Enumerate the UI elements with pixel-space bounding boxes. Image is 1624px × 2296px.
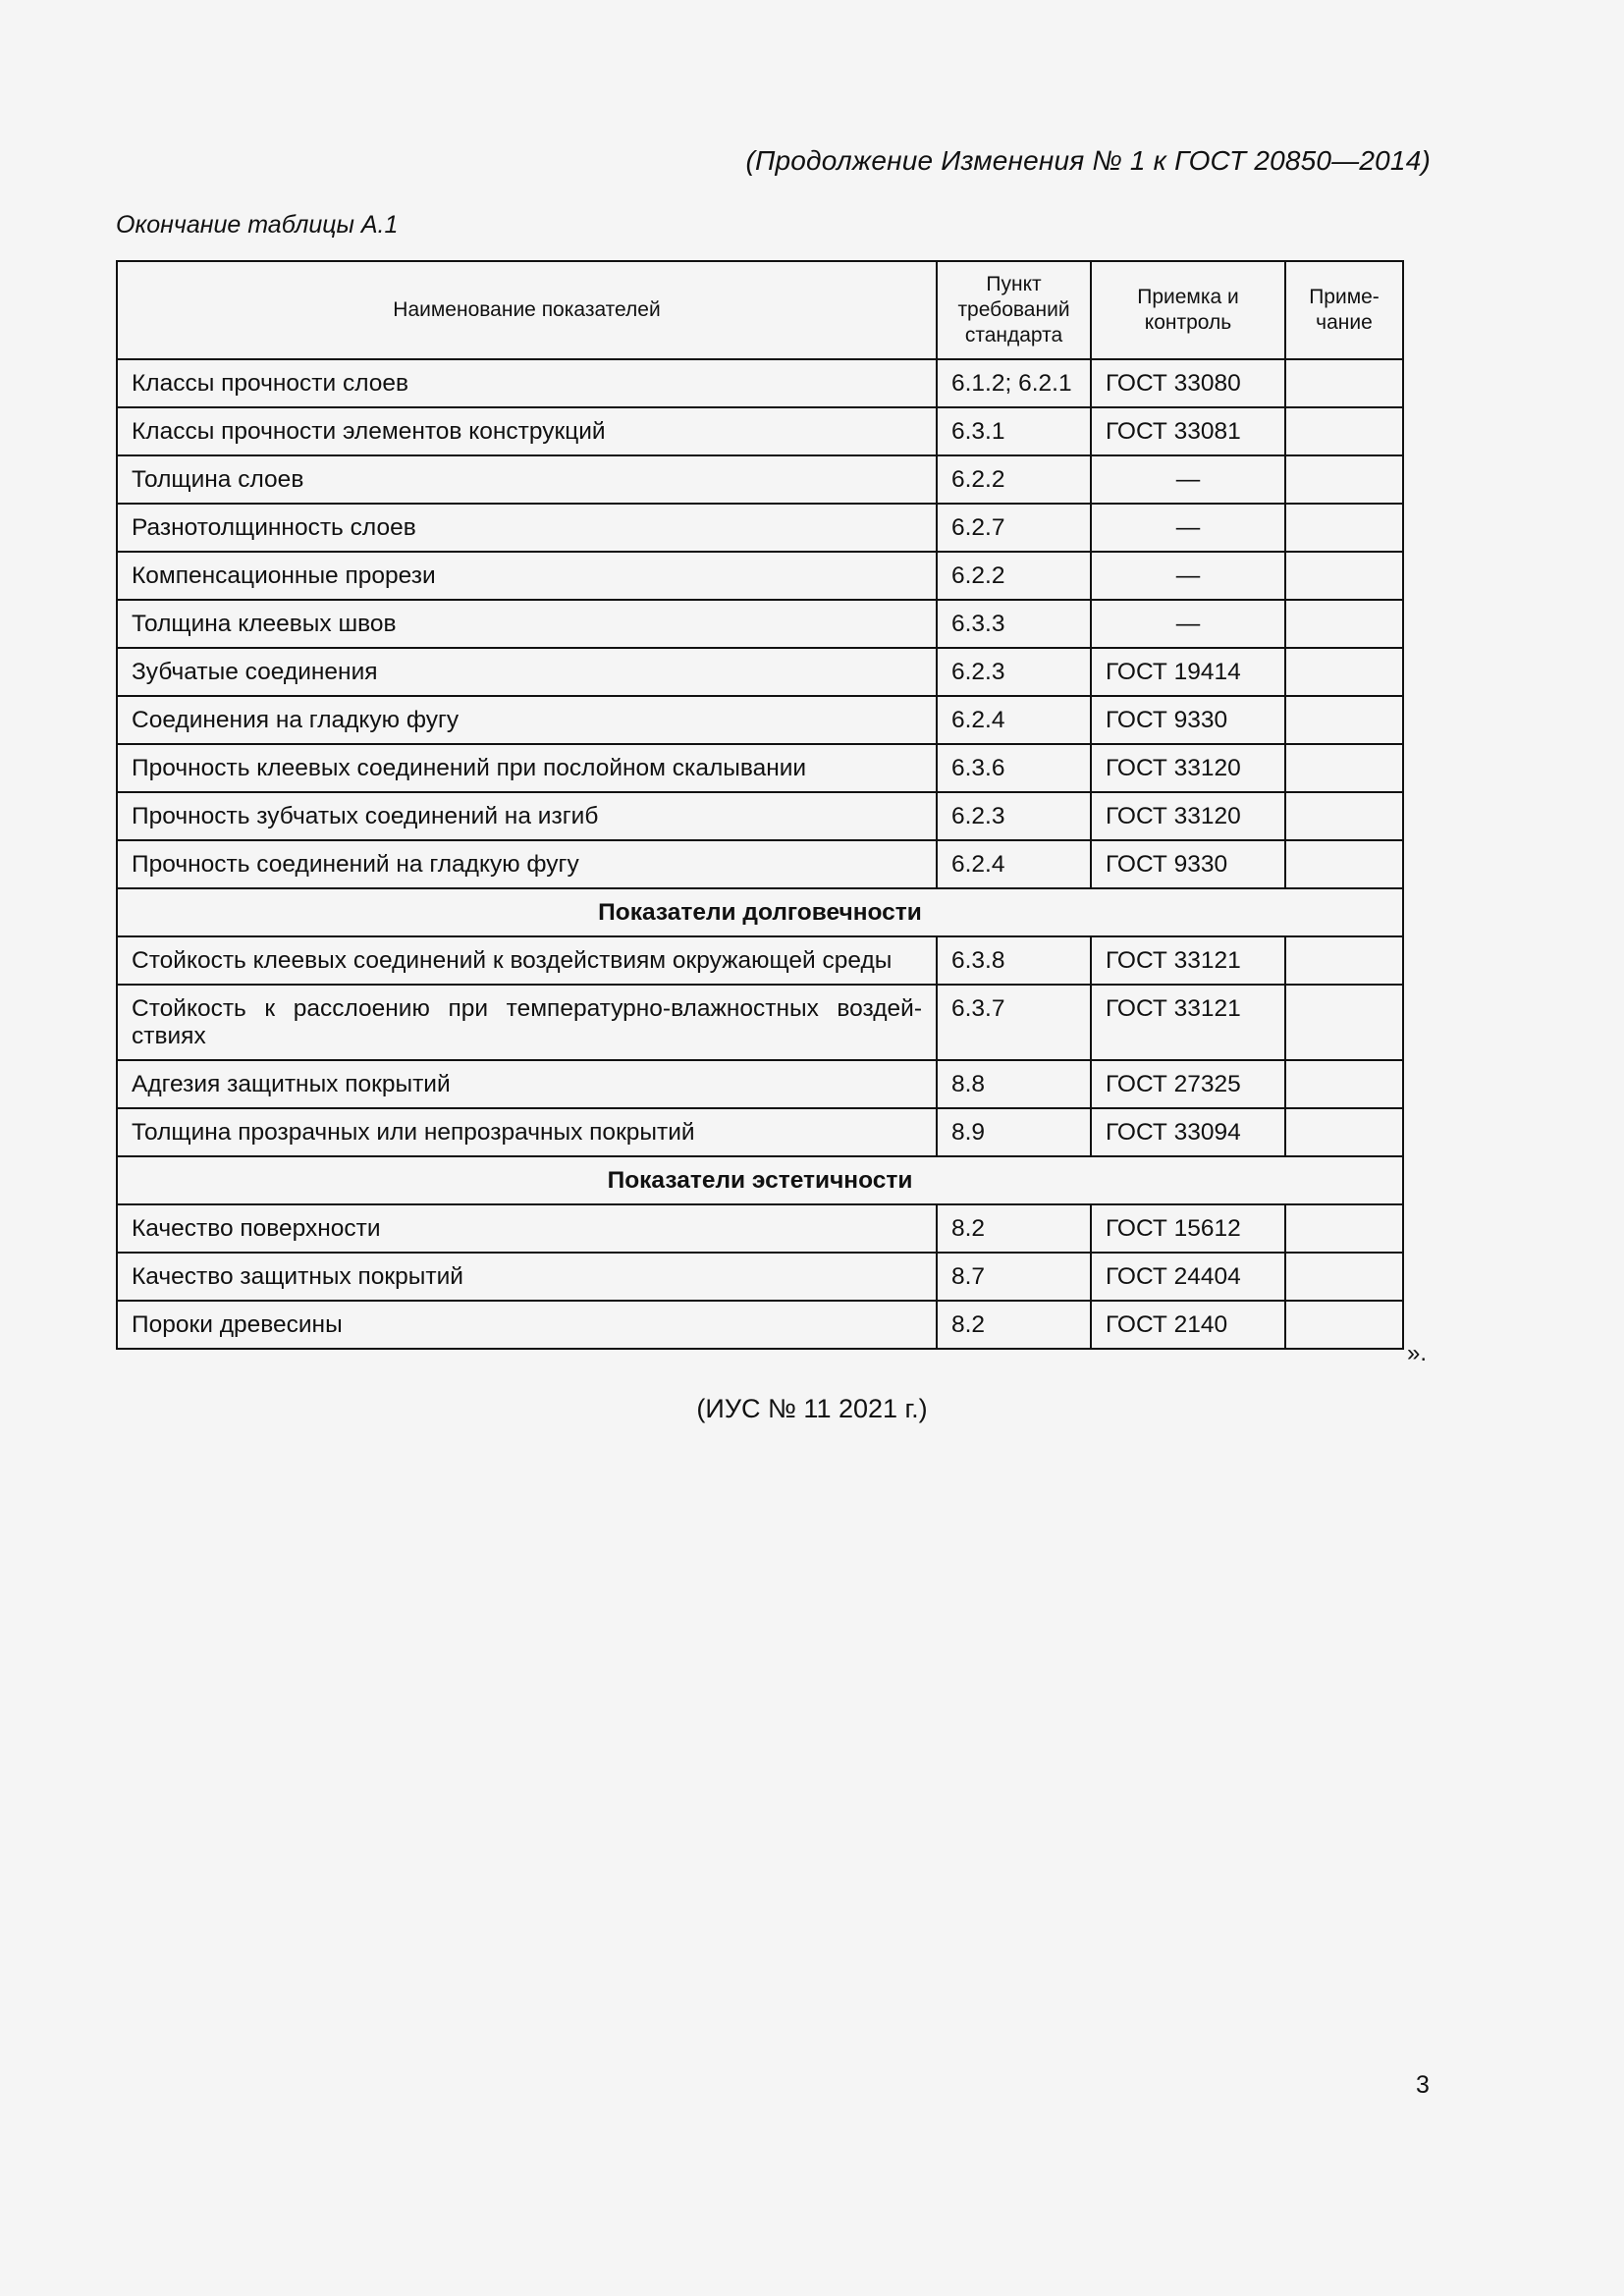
cell-control: ГОСТ 9330 bbox=[1091, 840, 1285, 888]
cell-note bbox=[1285, 936, 1403, 985]
cell-note bbox=[1285, 985, 1403, 1060]
cell-clause: 6.3.8 bbox=[937, 936, 1091, 985]
cell-control: ГОСТ 33120 bbox=[1091, 792, 1285, 840]
cell-control: ГОСТ 33094 bbox=[1091, 1108, 1285, 1156]
cell-name: Классы прочности элементов конструкций bbox=[117, 407, 937, 455]
header-text-line: контроль bbox=[1144, 311, 1232, 334]
cell-note bbox=[1285, 359, 1403, 407]
table-row bbox=[117, 455, 1403, 504]
cell-name: Прочность соединений на гладкую фугу bbox=[117, 840, 937, 888]
cell-note bbox=[1285, 1253, 1403, 1301]
table-row bbox=[117, 600, 1403, 648]
cell-name: Классы прочности слоев bbox=[117, 359, 937, 407]
table-row bbox=[117, 1060, 1403, 1108]
cell-note bbox=[1285, 552, 1403, 600]
table-body bbox=[117, 359, 1403, 1349]
cell-clause: 6.3.1 bbox=[937, 407, 1091, 455]
header-text-line: стандарта bbox=[964, 324, 1063, 347]
cell-name: Адгезия защитных покрытий bbox=[117, 1060, 937, 1108]
cell-note bbox=[1285, 504, 1403, 552]
header-text-line: чание bbox=[1316, 311, 1373, 334]
table-row bbox=[117, 840, 1403, 888]
table-row bbox=[117, 407, 1403, 455]
cell-clause: 6.3.7 bbox=[937, 985, 1091, 1060]
cell-note bbox=[1285, 696, 1403, 744]
cell-clause: 8.7 bbox=[937, 1253, 1091, 1301]
cell-clause: 6.3.3 bbox=[937, 600, 1091, 648]
cell-clause: 8.8 bbox=[937, 1060, 1091, 1108]
header-control bbox=[1091, 261, 1285, 359]
cell-clause: 6.2.4 bbox=[937, 840, 1091, 888]
cell-name: Толщина слоев bbox=[117, 455, 937, 504]
section-row bbox=[117, 888, 1403, 936]
table-row bbox=[117, 985, 1403, 1060]
cell-clause: 6.3.6 bbox=[937, 744, 1091, 792]
table-row bbox=[117, 696, 1403, 744]
ius-reference: (ИУС № 11 2021 г.) bbox=[696, 1394, 928, 1423]
section-title: Показатели долговечности bbox=[117, 888, 1403, 936]
cell-control: ГОСТ 2140 bbox=[1091, 1301, 1285, 1349]
header-text-line: Пункт bbox=[986, 273, 1042, 295]
cell-control: ГОСТ 33120 bbox=[1091, 744, 1285, 792]
continuation-note: (Продолжение Изменения № 1 к ГОСТ 20850—2014) bbox=[745, 145, 1431, 176]
cell-control: ГОСТ 33121 bbox=[1091, 936, 1285, 985]
cell-clause: 8.2 bbox=[937, 1204, 1091, 1253]
table-row bbox=[117, 552, 1403, 600]
cell-note bbox=[1285, 744, 1403, 792]
cell-name: Качество защитных покрытий bbox=[117, 1253, 937, 1301]
cell-name: Качество поверхности bbox=[117, 1204, 937, 1253]
header-clause bbox=[937, 261, 1091, 359]
table-row bbox=[117, 1253, 1403, 1301]
header-note bbox=[1285, 261, 1403, 359]
cell-clause: 6.2.4 bbox=[937, 696, 1091, 744]
table-row bbox=[117, 504, 1403, 552]
table-row bbox=[117, 648, 1403, 696]
cell-control: — bbox=[1091, 504, 1285, 552]
table-row bbox=[117, 359, 1403, 407]
table-row bbox=[117, 1301, 1403, 1349]
header-text-line: требований bbox=[957, 298, 1070, 321]
table-row bbox=[117, 1204, 1403, 1253]
cell-control: ГОСТ 9330 bbox=[1091, 696, 1285, 744]
cell-name: Стойкость клеевых соединений к воздействиям окружающей среды bbox=[117, 936, 937, 985]
cell-control: — bbox=[1091, 552, 1285, 600]
cell-note bbox=[1285, 648, 1403, 696]
table-row bbox=[117, 792, 1403, 840]
header-text-line: Наименование показателей bbox=[393, 298, 661, 321]
cell-note bbox=[1285, 600, 1403, 648]
cell-clause: 8.9 bbox=[937, 1108, 1091, 1156]
cell-name: Прочность зубчатых соединений на изгиб bbox=[117, 792, 937, 840]
cell-control: — bbox=[1091, 600, 1285, 648]
cell-control: ГОСТ 33121 bbox=[1091, 985, 1285, 1060]
cell-note bbox=[1285, 1301, 1403, 1349]
table-row bbox=[117, 1108, 1403, 1156]
cell-name: Соединения на гладкую фугу bbox=[117, 696, 937, 744]
cell-note bbox=[1285, 1060, 1403, 1108]
cell-clause: 6.2.3 bbox=[937, 648, 1091, 696]
cell-clause: 6.1.2; 6.2.1 bbox=[937, 359, 1091, 407]
cell-control: ГОСТ 27325 bbox=[1091, 1060, 1285, 1108]
cell-control: ГОСТ 24404 bbox=[1091, 1253, 1285, 1301]
cell-control: ГОСТ 19414 bbox=[1091, 648, 1285, 696]
cell-note bbox=[1285, 792, 1403, 840]
cell-name: Компенсационные прорези bbox=[117, 552, 937, 600]
header-name bbox=[117, 261, 937, 359]
cell-name: Толщина клеевых швов bbox=[117, 600, 937, 648]
cell-name: Пороки древесины bbox=[117, 1301, 937, 1349]
cell-note bbox=[1285, 407, 1403, 455]
cell-name: Стойкость к расслоению при температурно-влажностных воздей-ствиях bbox=[117, 985, 937, 1060]
cell-clause: 6.2.7 bbox=[937, 504, 1091, 552]
cell-note bbox=[1285, 840, 1403, 888]
cell-note bbox=[1285, 455, 1403, 504]
closing-quote: ». bbox=[1407, 1340, 1428, 1366]
cell-name: Толщина прозрачных или непрозрачных покрытий bbox=[117, 1108, 937, 1156]
requirements-table bbox=[116, 260, 1404, 1350]
section-title: Показатели эстетичности bbox=[117, 1156, 1403, 1204]
table-caption: Окончание таблицы А.1 bbox=[116, 211, 399, 239]
cell-control: ГОСТ 15612 bbox=[1091, 1204, 1285, 1253]
cell-control: ГОСТ 33080 bbox=[1091, 359, 1285, 407]
cell-control: ГОСТ 33081 bbox=[1091, 407, 1285, 455]
cell-name: Зубчатые соединения bbox=[117, 648, 937, 696]
section-row bbox=[117, 1156, 1403, 1204]
table-row bbox=[117, 936, 1403, 985]
table-header bbox=[117, 261, 1403, 359]
cell-clause: 6.2.3 bbox=[937, 792, 1091, 840]
page-number: 3 bbox=[1416, 2071, 1430, 2099]
cell-clause: 6.2.2 bbox=[937, 455, 1091, 504]
cell-clause: 8.2 bbox=[937, 1301, 1091, 1349]
header-text-line: Приме- bbox=[1309, 286, 1380, 308]
cell-name: Прочность клеевых соединений при послойном скалывании bbox=[117, 744, 937, 792]
cell-name: Разнотолщинность слоев bbox=[117, 504, 937, 552]
cell-note bbox=[1285, 1204, 1403, 1253]
header-text-line: Приемка и bbox=[1137, 286, 1239, 308]
cell-note bbox=[1285, 1108, 1403, 1156]
table-row bbox=[117, 744, 1403, 792]
header-row bbox=[117, 261, 1403, 359]
cell-clause: 6.2.2 bbox=[937, 552, 1091, 600]
cell-control: — bbox=[1091, 455, 1285, 504]
